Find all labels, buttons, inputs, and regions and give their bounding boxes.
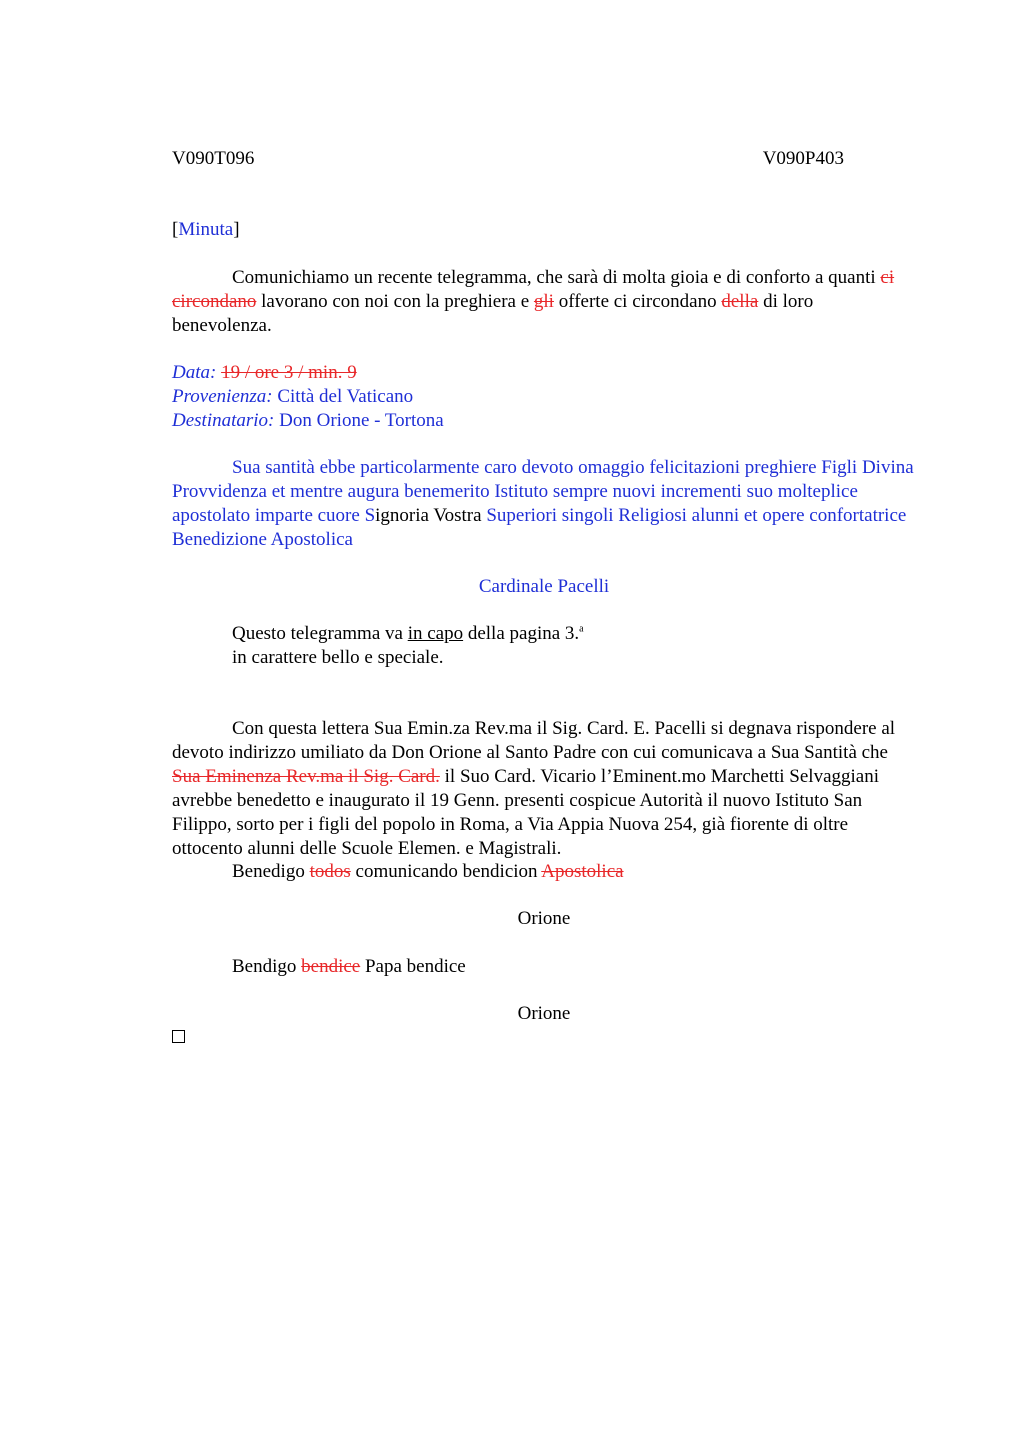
- provenienza-line: Provenienza: Città del Vaticano: [172, 386, 414, 407]
- minuta-heading: [Minuta]: [172, 219, 240, 240]
- bendigo-line: Bendigo bendice Papa bendice: [232, 956, 466, 977]
- letter-paragraph: Con questa lettera Sua Emin.za Rev.ma il Sig. Card. E. Pacelli si degnava rispondere al devoto indirizzo umiliato da Don Orione al Santo Padre con cui comunicava a Sua Santità che Sua Eminenza Rev.ma il Sig. Card. il Suo Card. Vicario l’Eminent.mo Marchetti Selvaggiani avrebbe benedetto e inaugurato il 19 Genn. presenti cospicue Autorità il nuovo Istituto San Filippo, sorto per i figli del popolo in Roma, a Via Appia Nuova 254, già fiorente di oltre ottocento alunni delle Scuole Elemen. e Magistrali.: [172, 718, 896, 859]
- destinatario-line: Destinatario: Don Orione - Tortona: [172, 410, 444, 431]
- signature-orione-2: Orione: [517, 1003, 571, 1024]
- signature-pacelli: Cardinale Pacelli: [478, 576, 610, 597]
- left-code: V090T096: [172, 148, 255, 169]
- note-line-1: Questo telegramma va in capo della pagina 3.$^a$: [232, 623, 584, 644]
- note-line-2: in carattere bello e speciale.: [232, 647, 444, 668]
- telegram-body: Sua santità ebbe particolarmente caro devoto omaggio felicitazioni preghiere Figli Divina Provvidenza et mentre augura benemerito Istituto sempre nuovi incrementi suo molteplice apostolato imparte cuore Signoria Vostra Superiori singoli Religiosi alunni et opere confortatrice Benedizione Apostolica: [172, 457, 914, 550]
- benedigo-line: Benedigo todos comunicando bendicion Apostolica: [232, 861, 624, 882]
- right-code: V090P403: [762, 148, 844, 169]
- signature-orione-1: Orione: [517, 908, 571, 929]
- data-line: Data: 19 / ore 3 / min. 9: [172, 362, 357, 383]
- intro-paragraph: Comunichiamo un recente telegramma, che sarà di molta gioia e di conforto a quanti ci circondano lavorano con noi con la preghiera e gli offerte ci circondano della di loro benevolenza.: [172, 267, 895, 336]
- end-square-icon: [172, 1030, 185, 1043]
